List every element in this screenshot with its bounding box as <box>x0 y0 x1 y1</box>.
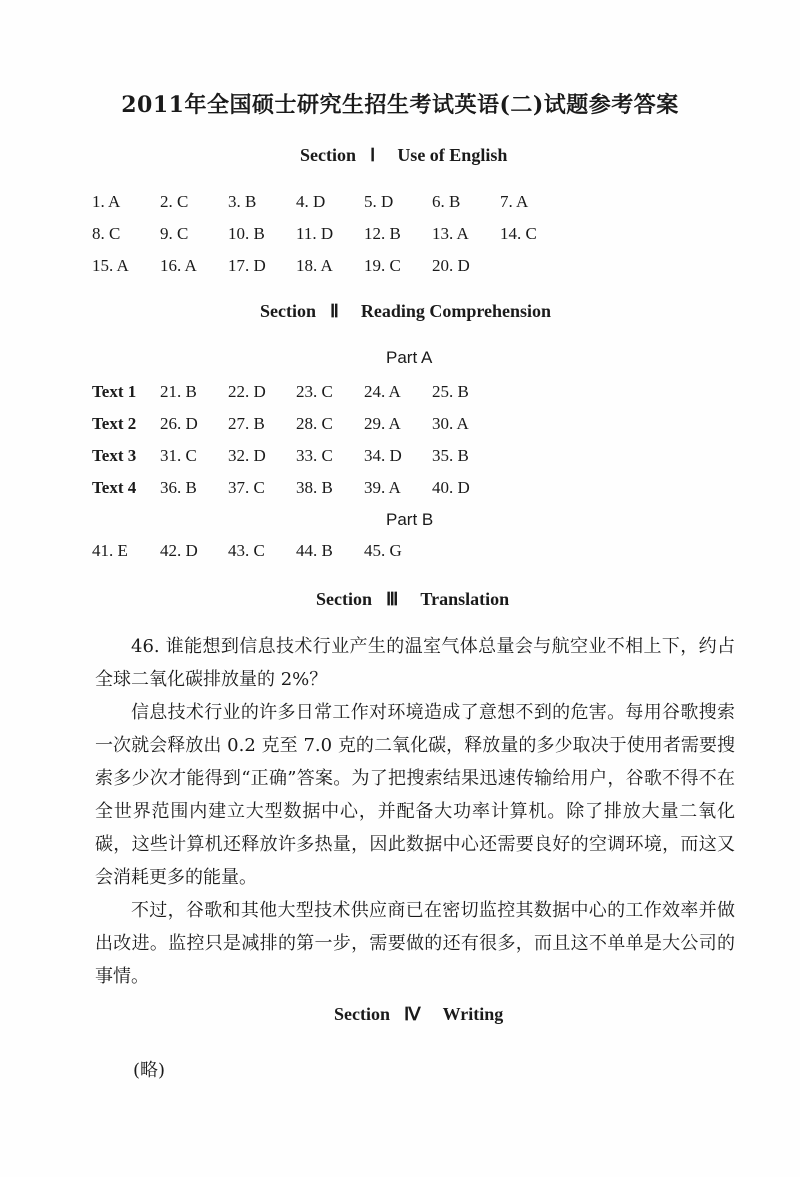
part-a-answer: 34. D <box>364 446 402 465</box>
section-1-answer: 20. D <box>432 256 470 275</box>
section-1-answer: 14. C <box>500 224 537 243</box>
part-a-answer: 26. D <box>160 414 198 433</box>
section-3-label: Section <box>316 589 372 609</box>
section-3-name: Translation <box>420 589 510 609</box>
section-1-answer: 9. C <box>160 224 189 243</box>
section-1-answer: 5. D <box>364 192 394 211</box>
section-1-name: Use of English <box>397 145 508 165</box>
section-1-answer: 4. D <box>296 192 326 211</box>
part-a-answer: 39. A <box>364 478 401 497</box>
part-a-answer: 24. A <box>364 382 401 401</box>
text-label: Text 1 <box>92 382 137 401</box>
section-1-answer: 8. C <box>92 224 121 243</box>
part-a-answer: 31. C <box>160 446 197 465</box>
part-a-answer: 32. D <box>228 446 266 465</box>
part-a-answer: 27. B <box>228 414 265 433</box>
part-b-label: Part B <box>386 510 434 529</box>
translation-paragraph-3: 不过，谷歌和其他大型技术供应商已在密切监控其数据中心的工作效率并做出改进。监控只是减排的第一步，需要做的还有很多，而且这不单单是大公司的事情。 <box>95 900 735 987</box>
part-b-answer: 45. G <box>364 541 402 560</box>
section-1-answer: 10. B <box>228 224 265 243</box>
section-1-answer: 6. B <box>432 192 461 211</box>
part-b-answer: 41. E <box>92 541 128 560</box>
part-a-answer: 35. B <box>432 446 469 465</box>
section-1-answer: 3. B <box>228 192 257 211</box>
translation-paragraph-1: 46. 谁能想到信息技术行业产生的温室气体总量会与航空业不相上下，约占全球二氧化碳排放量的 2%？ <box>95 636 735 690</box>
part-a-answer: 29. A <box>364 414 401 433</box>
section-1-heading <box>300 145 507 166</box>
section-1-answer: 2. C <box>160 192 189 211</box>
part-a-answer: 23. C <box>296 382 333 401</box>
section-1-answer: 19. C <box>364 256 401 275</box>
section-4-label: Section <box>334 1004 390 1024</box>
part-a-answer: 36. B <box>160 478 197 497</box>
section-1-answer: 13. A <box>432 224 469 243</box>
section-1-answer: 1. A <box>92 192 121 211</box>
translation-paragraph-2: 信息技术行业的许多日常工作对环境造成了意想不到的危害。每用谷歌搜索一次就会释放出 0.2 克至 7.0 克的二氧化碳，释放量的多少取决于使用者需要搜索多少次才能得到“正确”答案。为了把搜索结果迅速传输给用户，谷歌不得不在全世界范围内建立大型数据中心，并配备大功率计算机。除了排放大量二氧化碳，这些计算机还释放许多热量，因此数据中心还需要良好的空调环境，而这又会消耗更多的能量。 <box>95 702 735 888</box>
section-1-answer: 12. B <box>364 224 401 243</box>
section-3-numeral: Ⅲ <box>386 589 399 609</box>
section-4-name: Writing <box>442 1004 504 1024</box>
writing-content: (略) <box>133 1060 166 1081</box>
part-a-answer: 22. D <box>228 382 266 401</box>
part-a-answer: 30. A <box>432 414 469 433</box>
part-a-answer: 25. B <box>432 382 469 401</box>
section-2-label: Section <box>260 301 316 321</box>
section-1-answer: 17. D <box>228 256 266 275</box>
section-1-answer: 16. A <box>160 256 197 275</box>
section-2-heading <box>260 301 551 322</box>
part-a-answer: 21. B <box>160 382 197 401</box>
section-1-answer: 15. A <box>92 256 129 275</box>
section-4-heading <box>334 1004 503 1025</box>
section-2-numeral: Ⅱ <box>330 301 339 321</box>
part-b-answer: 42. D <box>160 541 198 560</box>
part-b-answer: 43. C <box>228 541 265 560</box>
part-a-answer: 37. C <box>228 478 265 497</box>
section-4-numeral: Ⅳ <box>404 1004 421 1024</box>
part-a-answer: 40. D <box>432 478 470 497</box>
part-a-answer: 33. C <box>296 446 333 465</box>
text-label: Text 4 <box>92 478 137 497</box>
section-1-answer: 18. A <box>296 256 333 275</box>
section-1-numeral: Ⅰ <box>370 145 376 165</box>
section-2-name: Reading Comprehension <box>360 301 552 321</box>
section-3-heading <box>316 589 509 610</box>
text-label: Text 3 <box>92 446 137 465</box>
page-title: 2011年全国硕士研究生招生考试英语(二)试题参考答案 <box>121 92 679 118</box>
section-1-answer: 11. D <box>296 224 334 243</box>
part-a-answer: 28. C <box>296 414 333 433</box>
part-a-label: Part A <box>386 348 433 367</box>
part-a-answer: 38. B <box>296 478 333 497</box>
part-b-answer: 44. B <box>296 541 333 560</box>
text-label: Text 2 <box>92 414 137 433</box>
section-1-answer: 7. A <box>500 192 529 211</box>
section-1-label: Section <box>300 145 356 165</box>
